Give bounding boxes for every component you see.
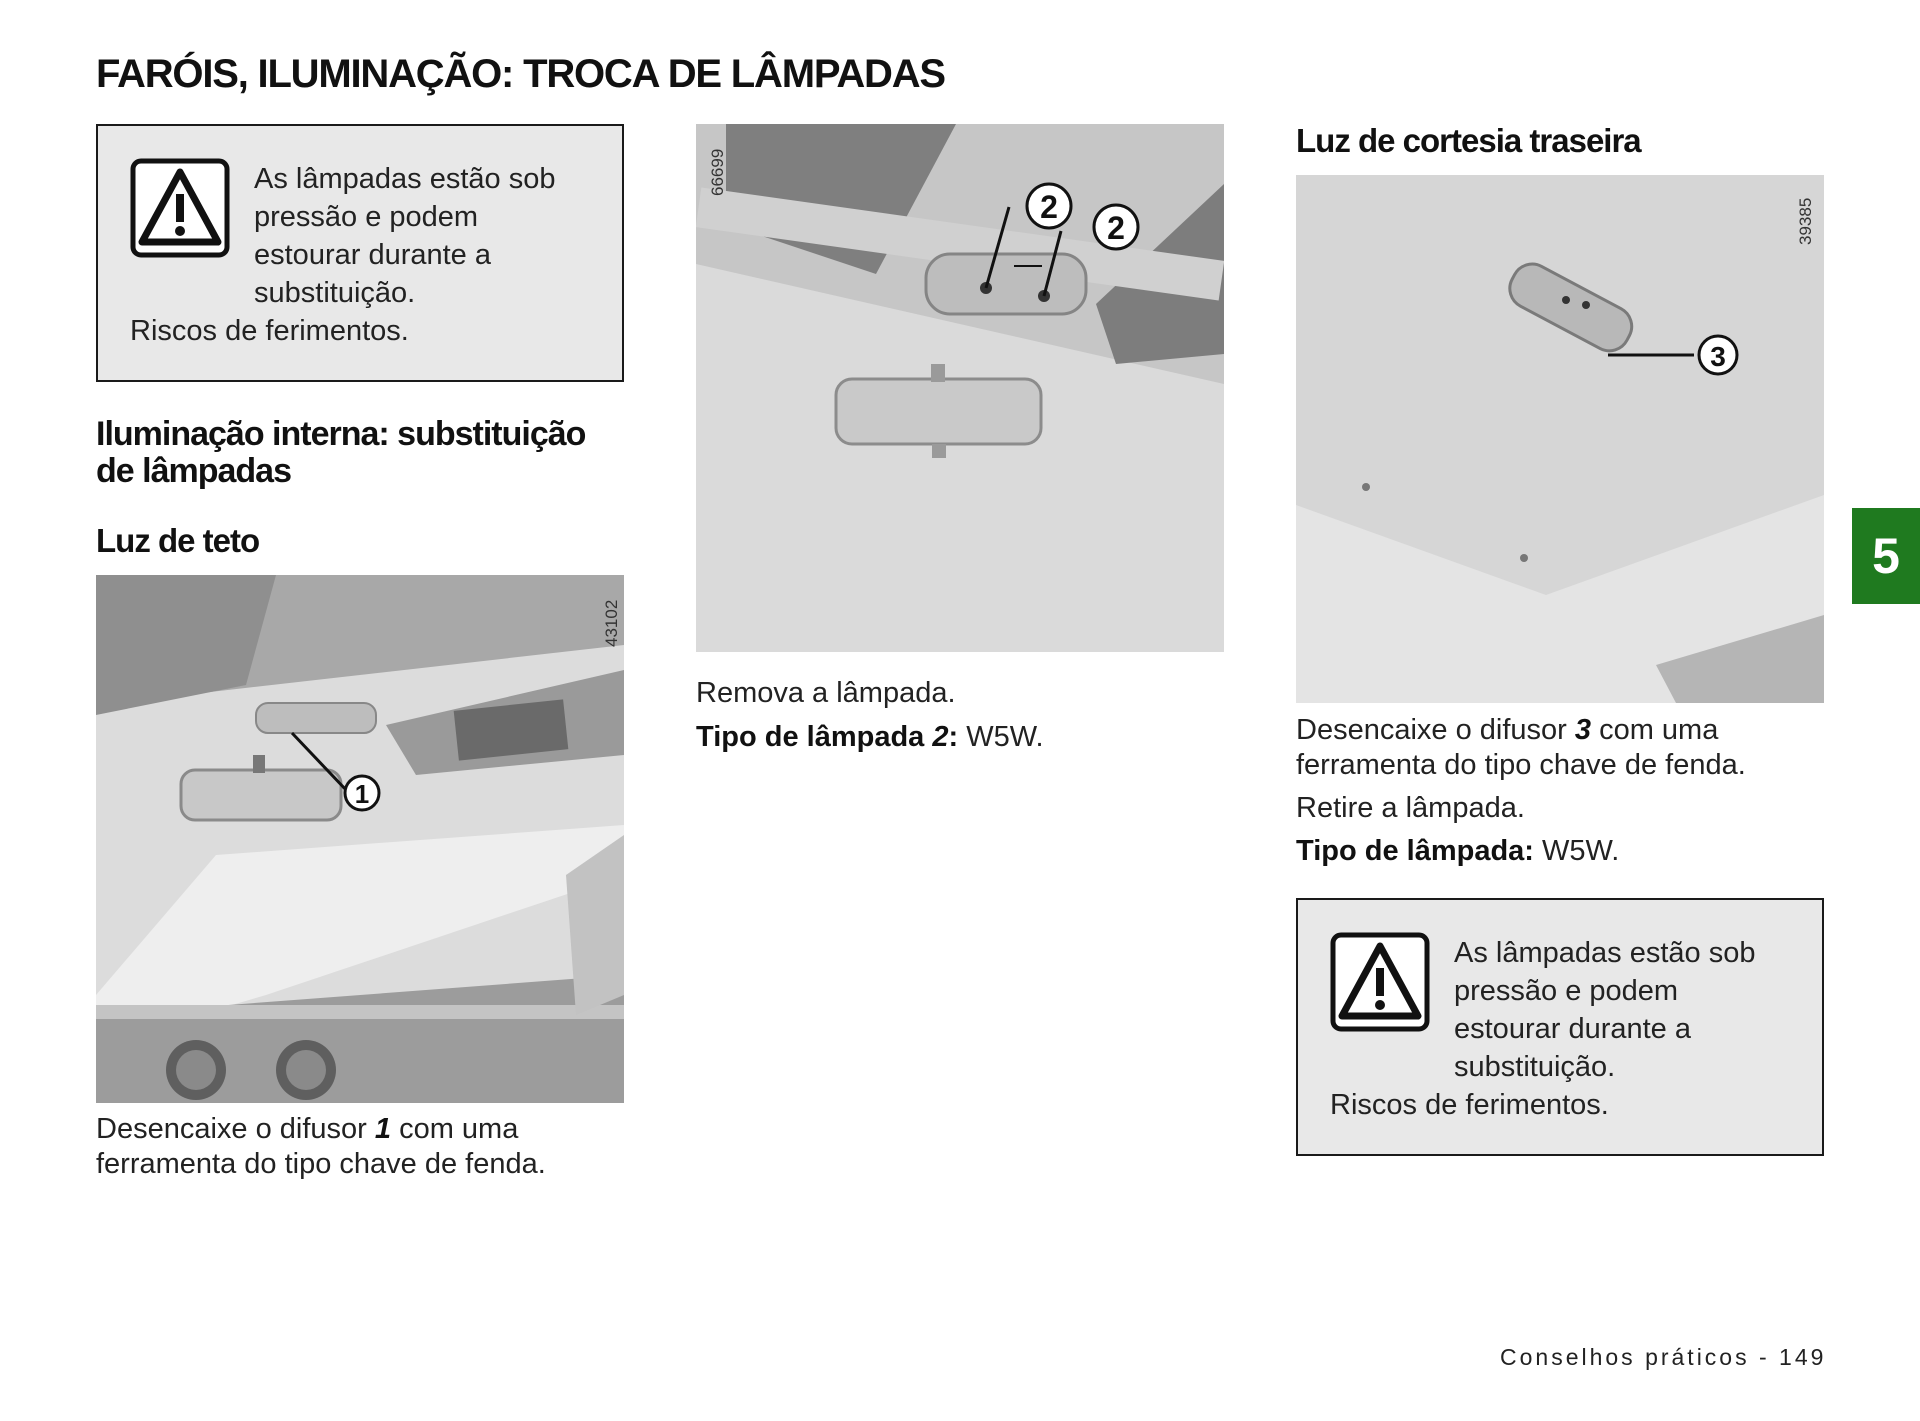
warning-box — [1296, 898, 1824, 1156]
bulb-figure — [696, 124, 1224, 652]
bulb-type-line — [1296, 834, 1746, 869]
step-text: Retire a lâmpada. — [1296, 792, 1525, 824]
page-title: FARÓIS, ILUMINAÇÃO: TROCA DE LÂMPADAS — [96, 52, 945, 96]
section-heading — [96, 416, 585, 490]
warning-triangle-icon — [130, 158, 230, 258]
callout-2a-label: 2 — [1040, 189, 1058, 225]
bulb-type-value: W5W. — [958, 721, 1044, 753]
step-text: Remova a lâmpada. — [696, 677, 956, 709]
warning-text — [1454, 934, 1812, 1086]
chapter-tab: 5 — [1852, 508, 1920, 604]
figure-code: 66699 — [708, 148, 727, 196]
ceiling-light-illustration — [96, 575, 624, 1103]
rear-courtesy-steps — [1296, 713, 1746, 869]
warning-line: estourar durante a — [1454, 1013, 1691, 1045]
warning-line: As lâmpadas estão sob — [254, 163, 556, 195]
warning-line: pressão e podem — [254, 201, 479, 233]
rear-courtesy-illustration — [1296, 175, 1824, 703]
section-title-line1: Iluminação interna: substituição — [96, 415, 586, 453]
bulb-type-line — [696, 720, 1044, 755]
step-text: Desencaixe o difusor — [96, 1113, 375, 1145]
warning-box — [96, 124, 624, 382]
step-ref-number: 3 — [1574, 714, 1592, 746]
ceiling-light-heading: Luz de teto — [96, 522, 260, 559]
figure-code: 39385 — [1796, 197, 1815, 245]
section-title-line2: de lâmpadas — [96, 452, 291, 490]
bulb-type-value: W5W. — [1533, 835, 1620, 867]
warning-risk: Riscos de ferimentos. — [130, 315, 409, 347]
step-text: com uma — [1591, 714, 1719, 746]
step-text: ferramenta do tipo chave de fenda. — [96, 1148, 546, 1180]
warning-line: substituição. — [254, 277, 416, 309]
callout-3-label: 3 — [1710, 341, 1726, 372]
rear-courtesy-heading: Luz de cortesia traseira — [1296, 122, 1641, 159]
bulb-illustration — [696, 124, 1224, 652]
warning-text — [254, 160, 612, 312]
page-footer: Conselhos práticos - 149 — [1500, 1344, 1827, 1370]
bulb-steps — [696, 676, 1044, 755]
bulb-type-label: Tipo de lâmpada: — [1296, 835, 1534, 867]
step-text: ferramenta do tipo chave de fenda. — [1296, 749, 1746, 781]
bulb-type-label: Tipo de lâmpada — [696, 721, 933, 753]
warning-triangle-icon — [1330, 932, 1430, 1032]
warning-line: substituição. — [1454, 1051, 1616, 1083]
bulb-type-colon: : — [948, 721, 959, 753]
figure-code: 43102 — [602, 599, 621, 647]
warning-line: pressão e podem — [1454, 975, 1679, 1007]
warning-line: As lâmpadas estão sob — [1454, 937, 1756, 969]
warning-risk: Riscos de ferimentos. — [1330, 1089, 1609, 1121]
step-ref-number: 1 — [374, 1113, 392, 1145]
ceiling-light-step — [96, 1112, 546, 1182]
step-text: Desencaixe o difusor — [1296, 714, 1575, 746]
bulb-type-ref: 2 — [932, 721, 949, 753]
callout-1-label: 1 — [354, 779, 370, 809]
ceiling-light-figure — [96, 575, 624, 1103]
warning-line: estourar durante a — [254, 239, 491, 271]
rear-courtesy-figure — [1296, 175, 1824, 703]
step-text: com uma — [391, 1113, 519, 1145]
callout-2b-label: 2 — [1107, 210, 1125, 246]
